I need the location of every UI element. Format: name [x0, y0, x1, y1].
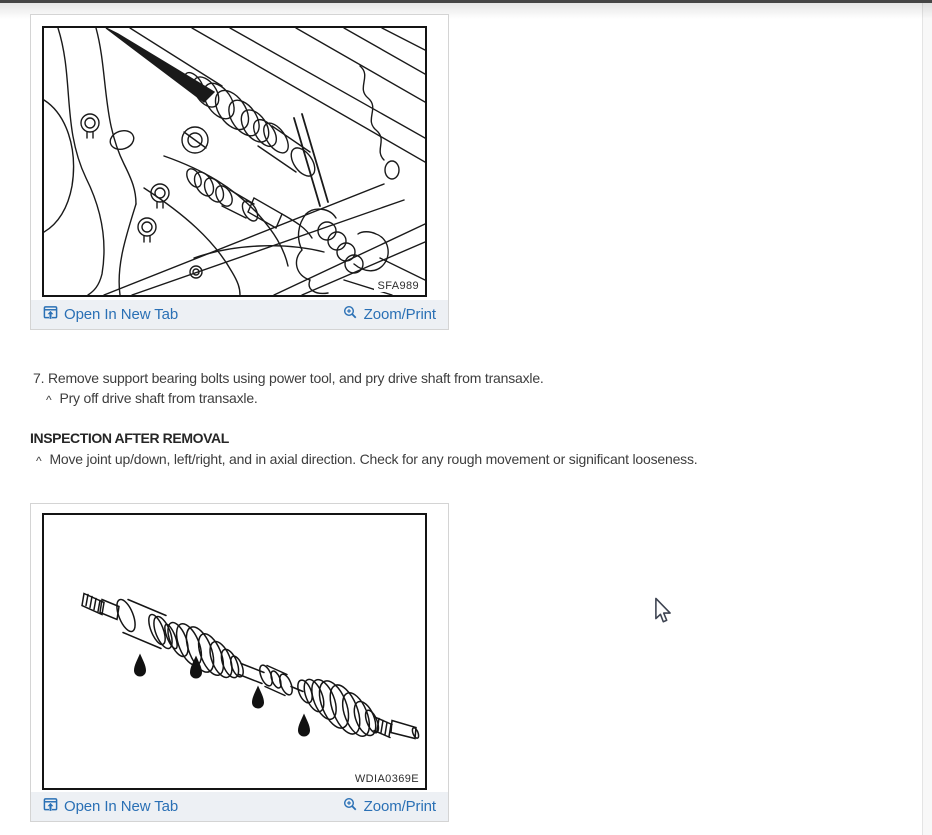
figure-2-frame: [42, 513, 427, 790]
zoom-in-icon: [343, 305, 358, 324]
top-edge-bar: [0, 0, 932, 3]
inspection-bullet: ^ Move joint up/down, left/right, and in axial direction. Check for any rough movement or significant looseness.: [36, 451, 698, 468]
vertical-scrollbar[interactable]: [922, 0, 932, 835]
step-7-subitem: ^ Pry off drive shaft from transaxle.: [46, 390, 258, 407]
mouse-cursor: [654, 597, 672, 629]
open-in-new-tab-icon: [43, 305, 58, 324]
figure-card-2: [30, 503, 449, 822]
caret-bullet: ^: [46, 393, 52, 407]
figure-code-label: WDIA0369E: [352, 773, 419, 785]
open-in-new-tab-link[interactable]: [43, 305, 178, 324]
step-7-text: 7. Remove support bearing bolts using power tool, and pry drive shaft from transaxle.: [33, 370, 544, 386]
zoom-in-icon: [343, 797, 358, 816]
open-in-new-tab-label: Open In New Tab: [64, 306, 179, 323]
bolt-icon: [151, 184, 169, 208]
zoom-print-label: Zoom/Print: [363, 798, 436, 815]
open-in-new-tab-label: Open In New Tab: [64, 798, 179, 815]
zoom-print-link[interactable]: [343, 305, 436, 324]
drive-shaft-illustration: [44, 515, 425, 788]
zoom-print-link[interactable]: [343, 797, 436, 816]
figure-2-toolbar: [31, 792, 448, 821]
figure-1-frame: [42, 26, 427, 297]
open-in-new-tab-link[interactable]: [43, 797, 178, 816]
bolt-icon: [138, 218, 156, 242]
bolt-icon: [81, 114, 99, 138]
figure-1-toolbar: [31, 300, 448, 329]
caret-bullet: ^: [36, 454, 42, 468]
figure-code-label: SFA989: [374, 280, 419, 292]
open-in-new-tab-icon: [43, 797, 58, 816]
figure-card-1: [30, 14, 449, 330]
drive-shaft-removal-illustration: [44, 28, 425, 295]
zoom-print-label: Zoom/Print: [363, 306, 436, 323]
section-heading: INSPECTION AFTER REMOVAL: [30, 430, 229, 446]
